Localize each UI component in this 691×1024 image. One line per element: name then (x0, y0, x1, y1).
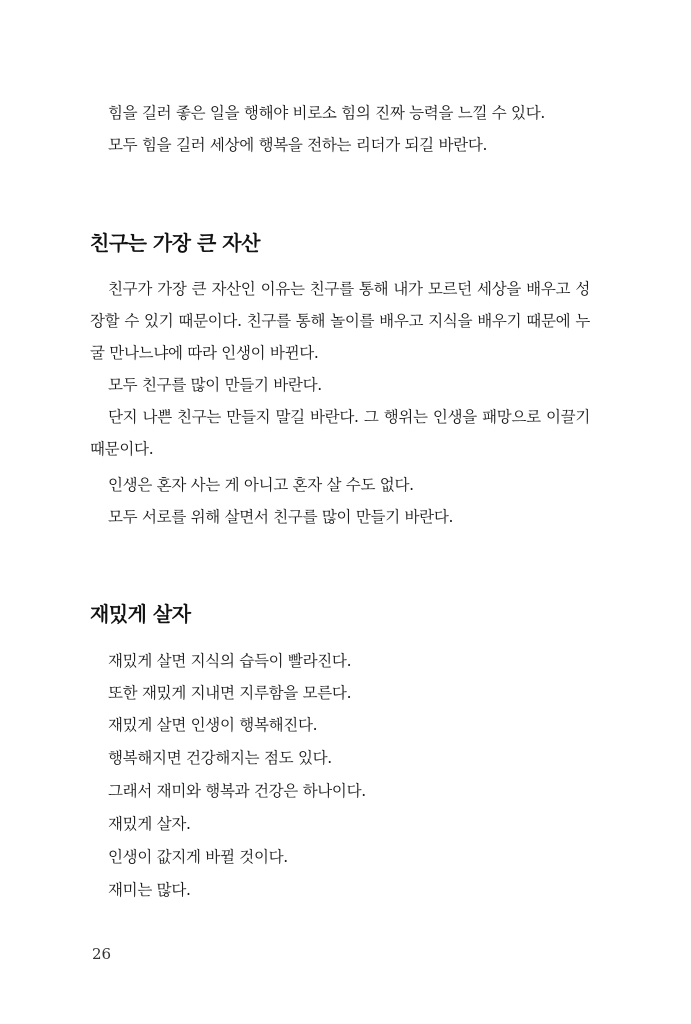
fun-paragraph-3: 재밌게 살면 인생이 행복해진다. (108, 716, 318, 734)
fun-paragraph-8: 재미는 많다. (108, 881, 191, 899)
fun-paragraph-6: 재밌게 살자. (108, 815, 191, 833)
section-heading-friends: 친구는 가장 큰 자산 (90, 231, 260, 255)
fun-paragraph-7: 인생이 값지게 바뀔 것이다. (108, 848, 288, 866)
friends-paragraph-3: 단지 나쁜 친구는 만들지 말길 바란다. 그 행위는 인생을 패망으로 이끌기 때문이다. (90, 408, 590, 458)
section-heading-fun: 재밌게 살자 (90, 602, 191, 626)
friends-paragraph-5: 모두 서로를 위해 살면서 친구를 많이 만들기 바란다. (108, 508, 454, 526)
intro-paragraph-1: 힘을 길러 좋은 일을 행해야 비로소 힘의 진짜 능력을 느낄 수 있다. (108, 104, 546, 122)
friends-paragraph-4: 인생은 혼자 사는 게 아니고 혼자 살 수도 없다. (108, 476, 414, 494)
page-number: 26 (92, 945, 112, 963)
intro-paragraph-2: 모두 힘을 길러 세상에 행복을 전하는 리더가 되길 바란다. (108, 136, 488, 154)
fun-paragraph-4: 행복해지면 건강해지는 점도 있다. (108, 749, 332, 767)
fun-paragraph-2: 또한 재밌게 지내면 지루함을 모른다. (108, 684, 352, 702)
fun-paragraph-5: 그래서 재미와 행복과 건강은 하나이다. (108, 782, 366, 800)
friends-paragraph-1: 친구가 가장 큰 자산인 이유는 친구를 통해 내가 모르던 세상을 배우고 성장할 수 있기 때문이다. 친구를 통해 놀이를 배우고 지식을 배우기 때문에 누굴 만나느냐에 따라 인생이 바뀐다. (90, 280, 590, 362)
friends-paragraph-2: 모두 친구를 많이 만들기 바란다. (108, 376, 322, 394)
fun-paragraph-1: 재밌게 살면 지식의 습득이 빨라진다. (108, 652, 352, 670)
